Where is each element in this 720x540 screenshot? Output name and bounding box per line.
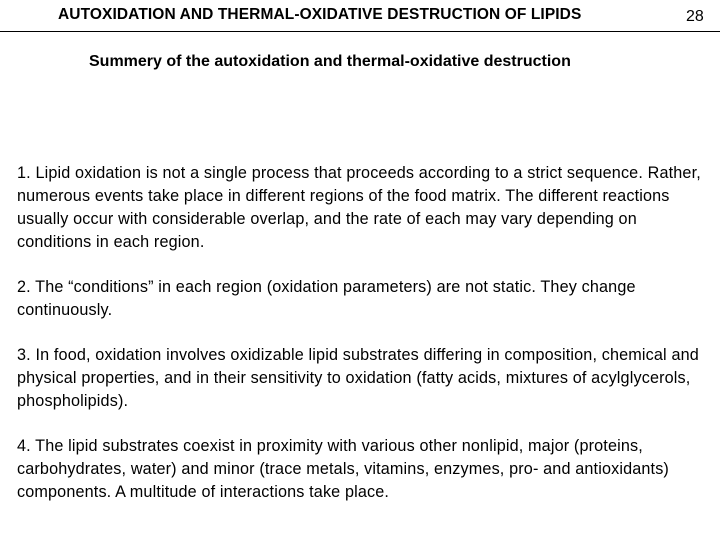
summary-point-4: 4. The lipid substrates coexist in proximity with various other nonlipid, major (proteins, carbohydrates, water) and minor (trace metals, vitamins, enzymes, pro- and antioxidants) components. A multitude of interactions take place. [17,437,669,501]
slide-header [0,0,720,31]
header-divider [0,31,720,32]
summary-point-2: 2. The “conditions” in each region (oxidation parameters) are not static. They change continuously. [17,278,636,319]
slide-subtitle: Summery of the autoxidation and thermal-oxidative destruction [89,53,571,70]
header-title: AUTOXIDATION AND THERMAL-OXIDATIVE DESTRUCTION OF LIPIDS [58,6,582,23]
summary-point-3: 3. In food, oxidation involves oxidizable lipid substrates differing in composition, chemical and physical properties, and in their sensitivity to oxidation (fatty acids, mixtures of acylglycerols, phospholipids). [17,346,699,410]
summary-points [17,162,707,504]
summary-point-1: 1. Lipid oxidation is not a single process that proceeds according to a strict sequence. Rather, numerous events take place in different regions of the food matrix. The different reactions usually occur with considerable overlap, and the rate of each may vary depending on conditions in each region. [17,164,701,251]
page-number: 28 [686,8,704,25]
